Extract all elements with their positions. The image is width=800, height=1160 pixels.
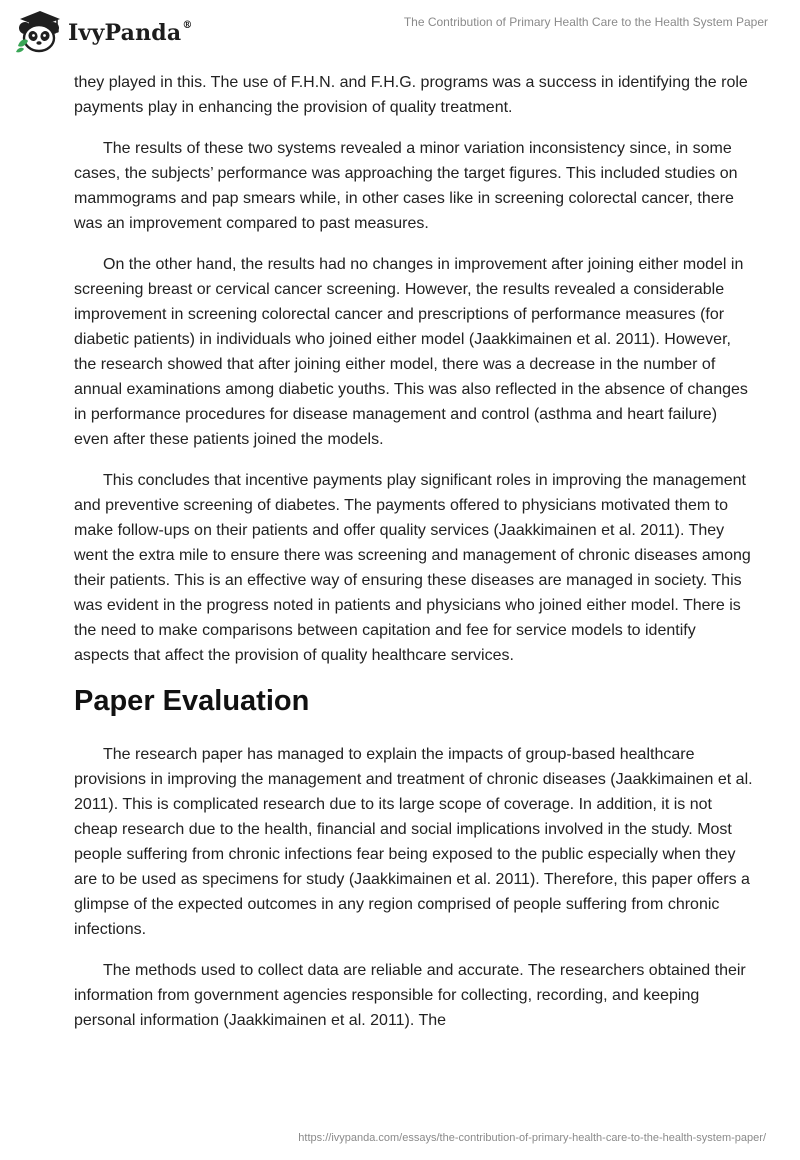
paragraph-4: This concludes that incentive payments play significant roles in improving the management and preventive screening of diabetes. The payments offered to physicians motivated them to make follow-ups on their patients and offer quality services (Jaakkimainen et al. 2011). They went the extra mile to ensure there was screening and management of chronic diseases among their patients. This is an effective way of ensuring these diseases are managed in society. This was evident in the progress noted in patients and physicians who joined either model. There is the need to make comparisons between capitation and fee for service models to identify aspects that affect the provision of quality healthcare services. <box>74 472 751 664</box>
paragraph-6: The methods used to collect data are reliable and accurate. The researchers obtained their information from government agencies responsible for collecting, recording, and keeping personal information (Jaakkimainen et al. 2011). The <box>74 962 746 1029</box>
paragraph-2: The results of these two systems revealed a minor variation inconsistency since, in some cases, the subjects’ performance was approaching the target figures. This included studies on mammograms and pap smears while, in other cases like in screening colorectal cancer, there was an improvement compared to past measures. <box>74 140 738 232</box>
page-header <box>0 0 800 66</box>
essay-body <box>74 70 754 1049</box>
panda-graduate-icon <box>14 8 62 54</box>
source-url[interactable]: https://ivypanda.com/essays/the-contribution-of-primary-health-care-to-the-health-system-paper/ <box>298 1132 766 1144</box>
document-title: The Contribution of Primary Health Care to the Health System Paper <box>403 15 768 29</box>
registered-mark: ® <box>182 19 193 31</box>
paragraph-5: The research paper has managed to explain the impacts of group-based healthcare provisions in improving the management and treatment of chronic diseases (Jaakkimainen et al. 2011). This is complicated research due to its large scope of coverage. In addition, it is not cheap research due to the health, financial and social implications involved in the study. Most people suffering from chronic infections fear being exposed to the public especially when they are to be used as specimens for study (Jaakkimainen et al. 2011). Therefore, this paper offers a glimpse of the expected outcomes in any region comprised of people suffering from chronic infections. <box>74 746 753 938</box>
section-heading-paper-evaluation: Paper Evaluation <box>74 685 310 717</box>
paragraph-3: On the other hand, the results had no changes in improvement after joining either model in screening breast or cervical cancer screening. However, the results revealed a considerable improvement in screening colorectal cancer and prescriptions of performance measures (for diabetic patients) in individuals who joined either model (Jaakkimainen et al. 2011). However, the research showed that after joining either model, there was a decrease in the number of annual examinations among diabetic youths. This was also reflected in the absence of changes in performance procedures for disease management and control (asthma and heart failure) even after these patients joined the models. <box>74 256 748 448</box>
ivypanda-logo[interactable] <box>14 8 193 54</box>
logo-wordmark: IvyPanda® <box>68 19 193 46</box>
paragraph-1: they played in this. The use of F.H.N. and F.H.G. programs was a success in identifying the role payments play in enhancing the provision of quality treatment. <box>74 74 748 116</box>
